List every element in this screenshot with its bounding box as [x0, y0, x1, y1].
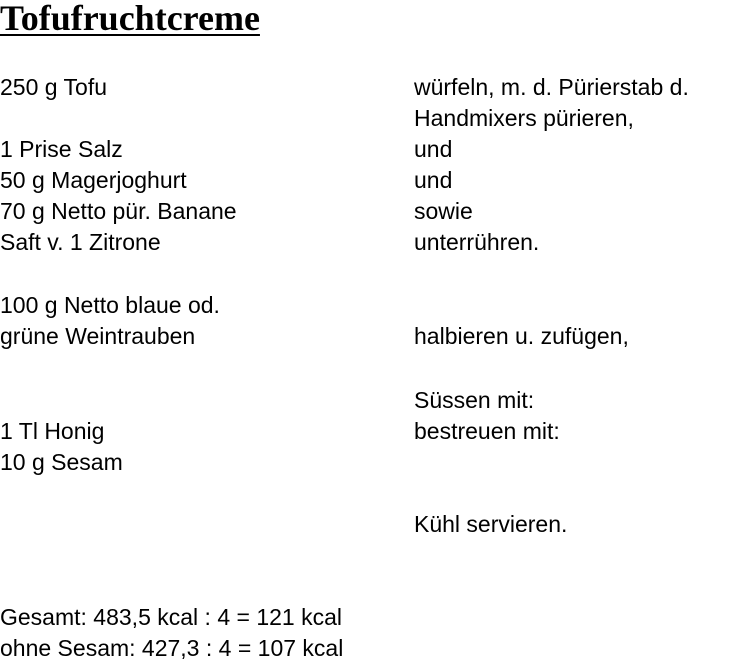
ingredient-lemon: Saft v. 1 Zitrone	[0, 229, 161, 255]
ingredient-grapes-1: 100 g Netto blaue od.	[0, 292, 220, 318]
instruction-stir: unterrühren.	[414, 229, 540, 255]
instruction-serve: Kühl servieren.	[414, 511, 568, 537]
nutrition-total: Gesamt: 483,5 kcal : 4 = 121 kcal	[0, 604, 342, 630]
recipe-title: Tofufruchtcreme	[0, 0, 260, 38]
instruction-as-well: sowie	[414, 198, 473, 224]
instruction-halve: halbieren u. zufügen,	[414, 323, 629, 349]
ingredient-sesame: 10 g Sesam	[0, 449, 123, 475]
instruction-sprinkle: bestreuen mit:	[414, 418, 560, 444]
instruction-sweeten: Süssen mit:	[414, 387, 535, 413]
ingredient-yogurt: 50 g Magerjoghurt	[0, 167, 187, 193]
ingredient-honey: 1 Tl Honig	[0, 418, 105, 444]
ingredient-tofu: 250 g Tofu	[0, 74, 108, 100]
ingredient-salt: 1 Prise Salz	[0, 136, 123, 162]
ingredient-grapes-2: grüne Weintrauben	[0, 323, 196, 349]
nutrition-without-sesame: ohne Sesam: 427,3 : 4 = 107 kcal	[0, 635, 344, 661]
instruction-dice: würfeln, m. d. Pürierstab d.	[414, 74, 689, 100]
instruction-and-1: und	[414, 136, 453, 162]
instruction-puree: Handmixers pürieren,	[414, 105, 634, 131]
instruction-and-2: und	[414, 167, 453, 193]
ingredient-banana: 70 g Netto pür. Banane	[0, 198, 237, 224]
